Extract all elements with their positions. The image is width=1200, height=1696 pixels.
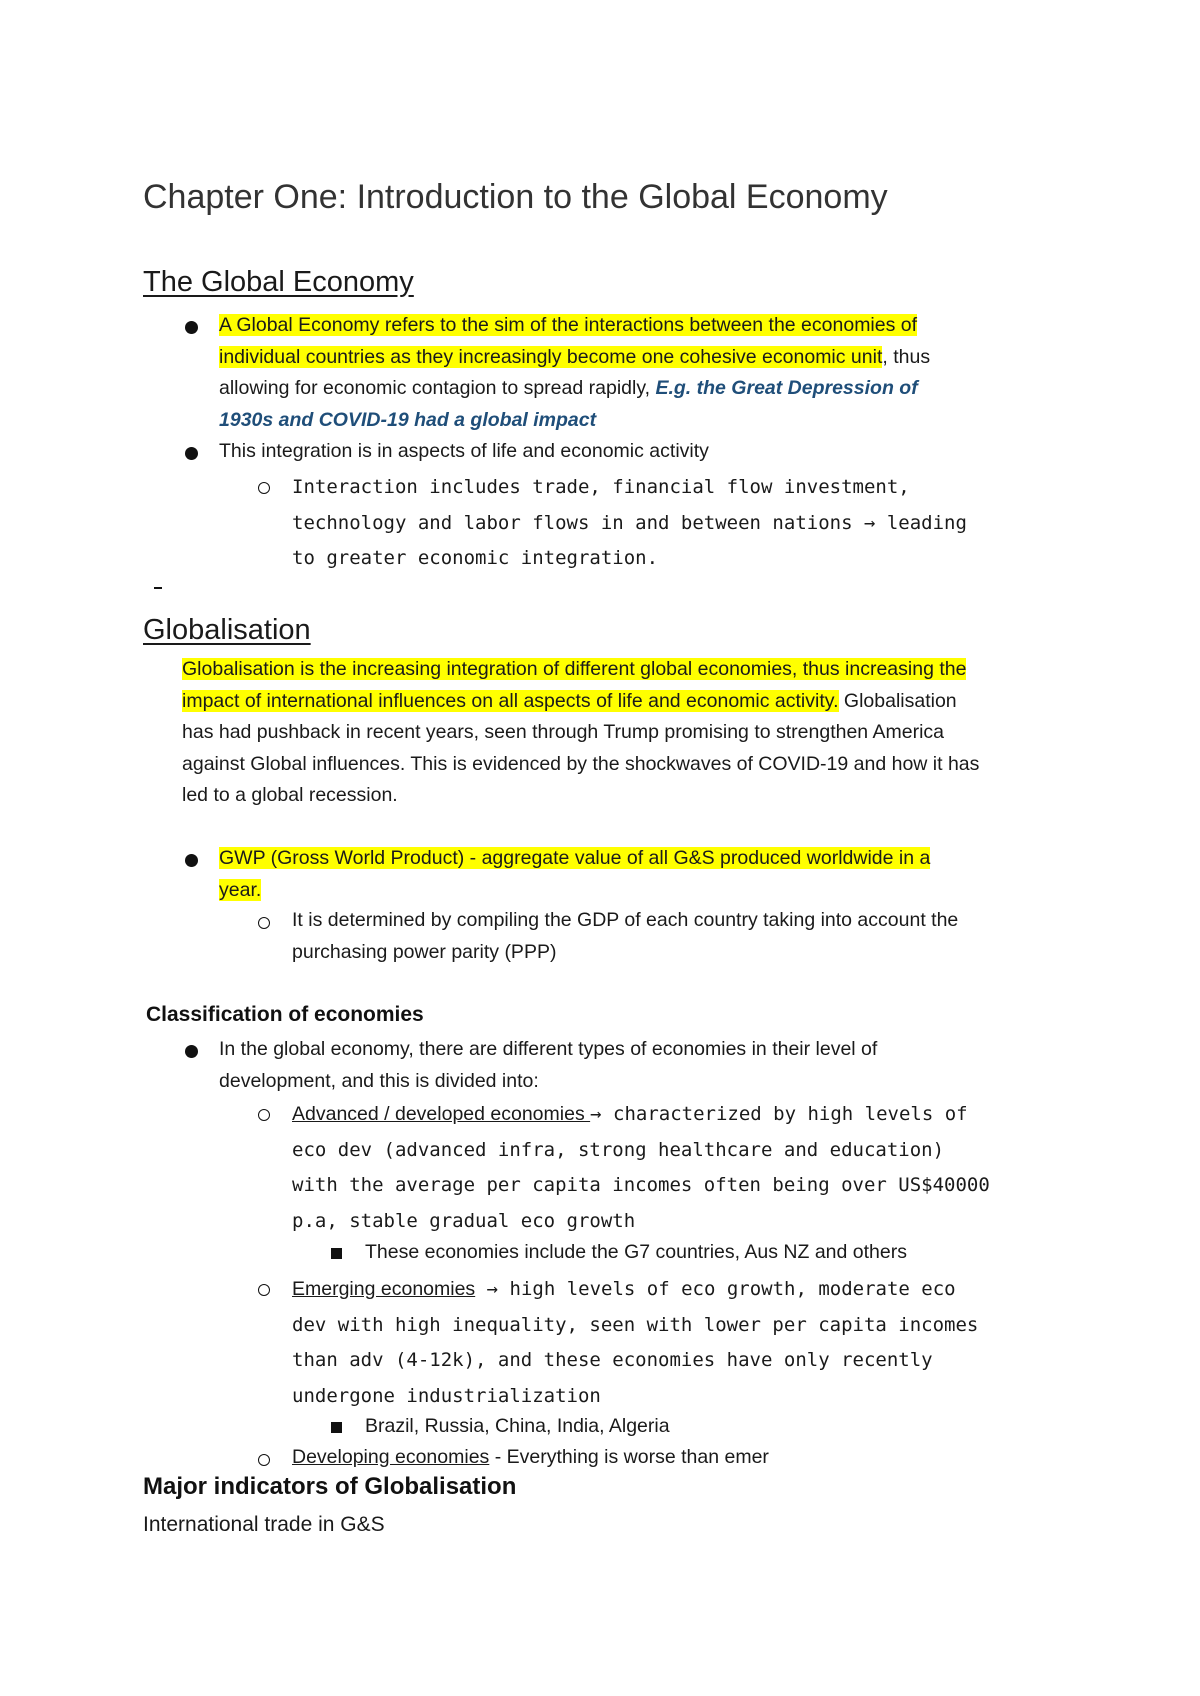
bullet-icon xyxy=(185,321,198,334)
list-item-gwp xyxy=(219,843,930,906)
page-title: Chapter One: Introduction to the Global Economy xyxy=(143,178,888,216)
subheading-international-trade: International trade in G&S xyxy=(143,1513,385,1536)
highlighted-text: individual countries as they increasingly become one cohesive economic unit xyxy=(219,345,883,368)
circle-bullet-icon xyxy=(258,482,270,494)
text: Globalisation xyxy=(838,689,957,712)
heading-major-indicators: Major indicators of Globalisation xyxy=(143,1473,517,1500)
text: , thus xyxy=(882,345,931,368)
highlighted-text: A Global Economy refers to the sim of the interactions between the economies of xyxy=(219,314,918,336)
list-item-global-economy-definition xyxy=(219,310,930,436)
circle-bullet-icon xyxy=(258,1454,270,1466)
highlighted-text: Globalisation is the increasing integration of different global economies, thus increasing the xyxy=(182,658,967,680)
heading-global-economy: The Global Economy xyxy=(143,266,414,298)
sub-item-emerging: Emerging economies → high levels of eco growth, moderate eco dev with high inequality, seen with lower per capita incomes than adv (4-12k), and these economies have only recently undergone industrialization xyxy=(292,1278,979,1407)
text: allowing for economic contagion to spread rapidly, xyxy=(219,377,656,399)
term-advanced: Advanced / developed economies xyxy=(292,1103,591,1125)
square-bullet-icon xyxy=(331,1248,342,1259)
sub-item-gwp-detail: It is determined by compiling the GDP of each country taking into account the purchasing power parity (PPP) xyxy=(292,909,959,963)
circle-bullet-icon xyxy=(258,1109,270,1121)
sub-sub-item-advanced-examples: These economies include the G7 countries, Aus NZ and others xyxy=(365,1241,907,1263)
highlighted-text: impact of international influences on all aspects of life and economic activity. xyxy=(182,689,839,712)
highlighted-text: year. xyxy=(219,878,262,901)
sub-item-advanced: Advanced / developed economies → characterized by high levels of eco dev (advanced infra, strong healthcare and education) with the average per capita incomes often being over US$40000 p.a, stable gradual eco growth xyxy=(292,1103,990,1232)
list-item-integration: This integration is in aspects of life and economic activity xyxy=(219,440,709,462)
bullet-icon xyxy=(185,1045,198,1058)
sub-item-developing: Developing economies - Everything is worse than emer xyxy=(292,1446,769,1468)
list-item-classification: In the global economy, there are different types of economies in their level of development, and this is divided into: xyxy=(219,1038,878,1092)
circle-bullet-icon xyxy=(258,917,270,929)
heading-globalisation: Globalisation xyxy=(143,614,311,646)
sub-item-interaction: Interaction includes trade, financial flow investment, technology and labor flows in and between nations → leading to greater economic integration. xyxy=(292,476,967,569)
paragraph-globalisation: Globalisation is the increasing integration of different global economies, thus increasing the impact of international influences on all aspects of life and economic activity. Globalisation has had pushback in recent years, seen through Trump promising to strengthen America against Global influences. This is evidenced by the shockwaves of COVID-19 and how it has led to a global recession. xyxy=(182,658,980,806)
bullet-icon xyxy=(185,447,198,460)
term-developing: Developing economies xyxy=(292,1446,490,1468)
example-text: 1930s and COVID-19 had a global impact xyxy=(219,408,597,431)
square-bullet-icon xyxy=(331,1422,342,1433)
example-text: E.g. the Great Depression of xyxy=(655,377,918,399)
term-emerging: Emerging economies xyxy=(292,1278,476,1300)
bullet-icon xyxy=(185,854,198,867)
dash-mark xyxy=(154,587,162,589)
circle-bullet-icon xyxy=(258,1284,270,1296)
highlighted-text: GWP (Gross World Product) - aggregate value of all G&S produced worldwide in a xyxy=(219,847,931,869)
sub-sub-item-emerging-examples: Brazil, Russia, China, India, Algeria xyxy=(365,1415,670,1437)
heading-classification: Classification of economies xyxy=(146,1003,424,1026)
